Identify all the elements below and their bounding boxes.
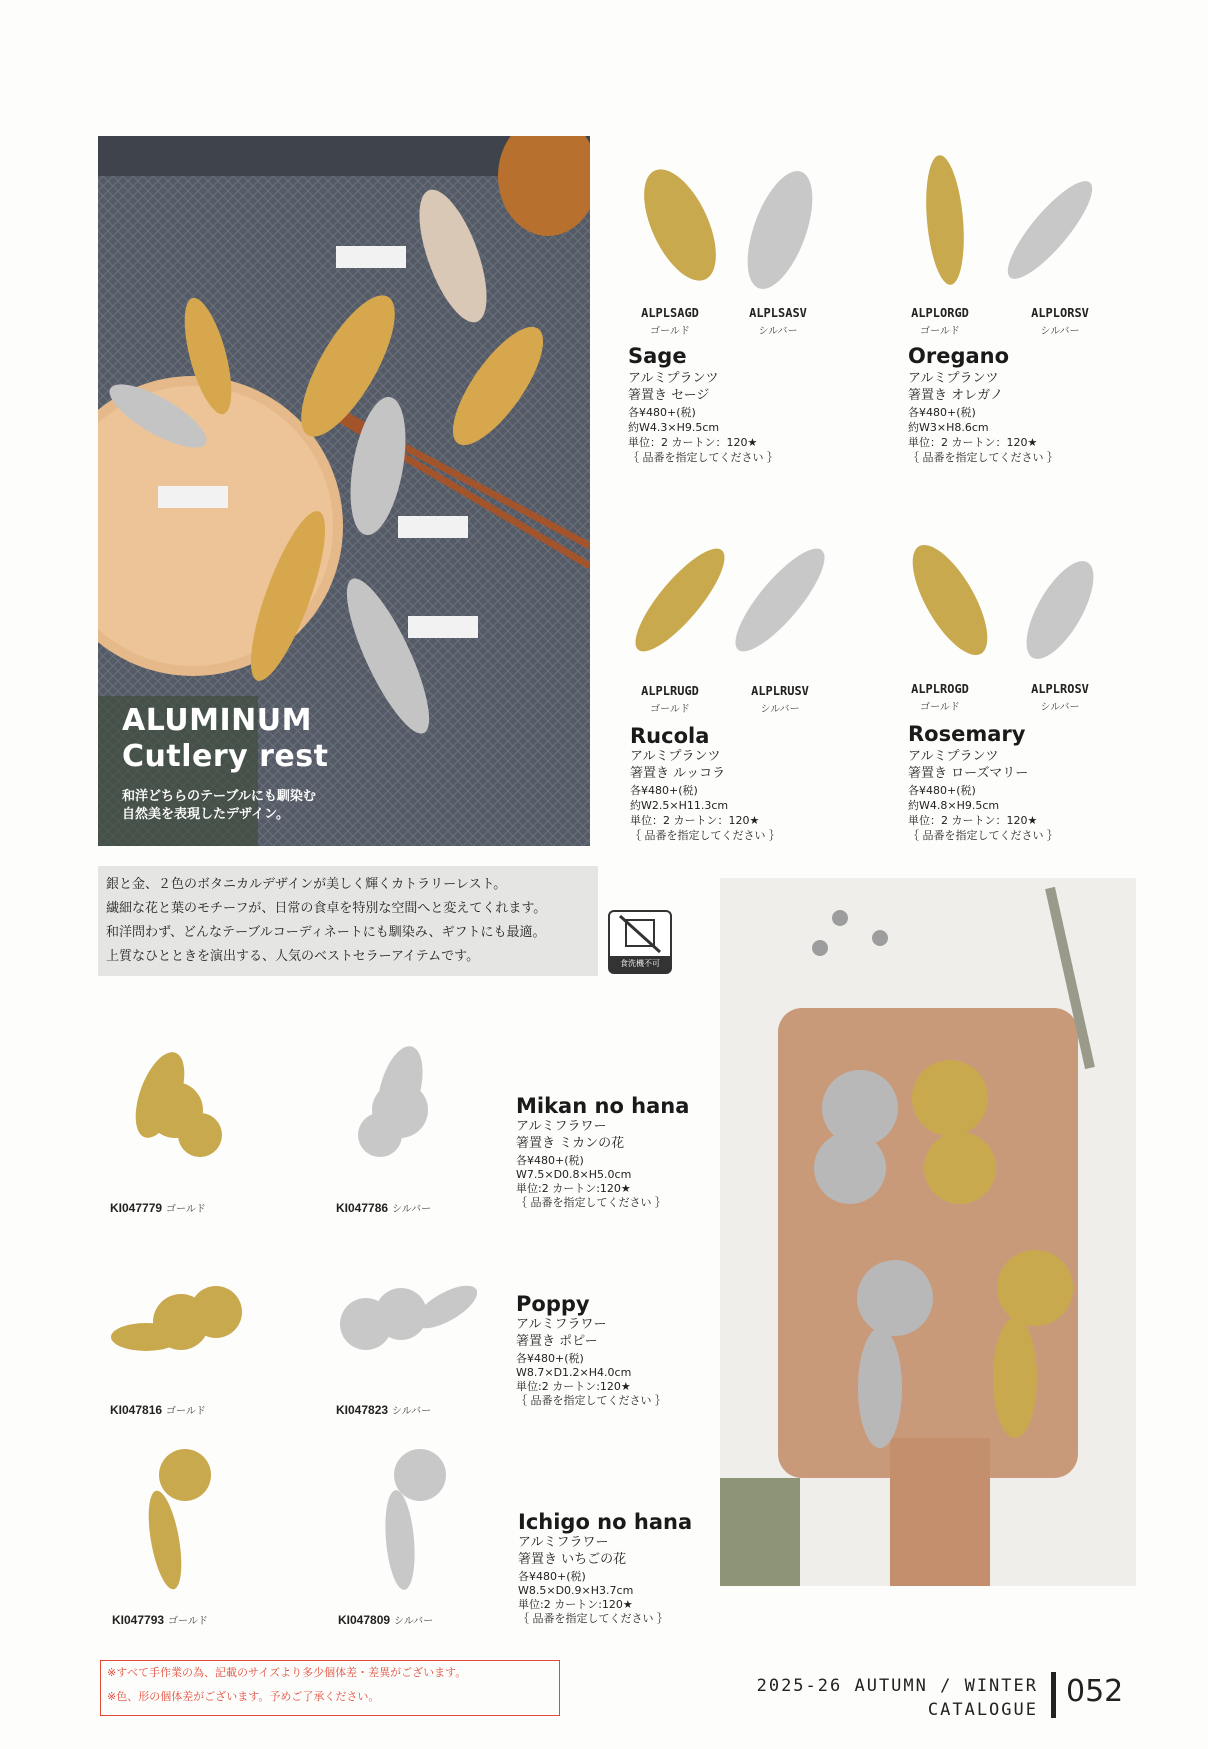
sage-line2: 箸置き セージ [628,388,710,403]
mikan-gold-code-text: KI047779 [110,1201,163,1215]
dishwasher-label: 食洗機不可 [610,956,670,972]
rosemary-silver-color: シルバー [1040,702,1080,713]
product-poppy [100,1262,710,1422]
mikan-unit: 単位:2 カートン:120★ [516,1182,631,1195]
poppy-note: ｛ 品番を指定してください ｝ [516,1394,666,1407]
mikan-silver-color: シルバー [392,1204,432,1215]
poppy-gold-code-text: KI047816 [110,1403,163,1417]
oregano-gold-color: ゴールド [920,326,960,337]
product-rosemary [890,530,1150,850]
hero-subtitle-line2: 自然美を表現したデザイン。 [122,807,290,822]
poppy-silver-code-text: KI047823 [336,1403,389,1417]
rosemary-silver-code: ALPLROSV [1031,682,1089,696]
rosemary-price: 各¥480+(税) [908,784,976,797]
hero-subtitle-line1: 和洋どちらのテーブルにも馴染む [122,789,316,804]
oregano-line2: 箸置き オレガノ [908,388,1004,403]
rosemary-line1: アルミプランツ [908,749,999,764]
description-line3: 和洋問わず、どんなテーブルコーディネートにも馴染み、ギフトにも最適。 [106,925,546,940]
poppy-size: W8.7×D1.2×H4.0cm [516,1366,632,1379]
ichigo-gold-code [112,1612,208,1627]
dishwasher-crossed-icon [610,912,670,956]
mikan-size: W7.5×D0.8×H5.0cm [516,1168,632,1181]
mikan-silver-code-text: KI047786 [336,1201,389,1215]
ichigo-gold-color: ゴールド [168,1616,208,1627]
poppy-name: Poppy [516,1292,590,1316]
ichigo-gold-code-text: KI047793 [112,1613,165,1627]
rucola-gold-code: ALPLRUGD [641,684,699,698]
poppy-price: 各¥480+(税) [516,1352,584,1365]
sage-silver-code: ALPLSASV [749,306,807,320]
ichigo-line2: 箸置き いちごの花 [518,1552,627,1567]
catalogue-label: CATALOGUE [927,1700,1038,1720]
rosemary-gold-code: ALPLROGD [911,682,969,696]
sage-gold-color: ゴールド [650,326,690,337]
poppy-silver-color: シルバー [392,1406,432,1417]
rucola-silver-code: ALPLRUSV [751,684,809,698]
catalogue-title [757,1674,1038,1722]
ichigo-unit: 単位:2 カートン:120★ [518,1598,633,1611]
rucola-price: 各¥480+(税) [630,784,698,797]
mikan-line1: アルミフラワー [516,1119,607,1134]
hero-photo [98,136,590,846]
ichigo-note: ｛ 品番を指定してください ｝ [518,1612,668,1625]
poppy-gold-color: ゴールド [166,1406,206,1417]
rucola-line1: アルミプランツ [630,749,721,764]
sage-name: Sage [628,344,687,368]
rucola-line2: 箸置き ルッコラ [630,766,726,781]
ichigo-silver-color: シルバー [394,1616,434,1627]
product-sage [620,150,880,470]
hero-title-line1: ALUMINUM [122,703,312,738]
notes-box [100,1660,560,1716]
ichigo-size: W8.5×D0.9×H3.7cm [518,1584,634,1597]
description-line2: 繊細な花と葉のモチーフが、日常の食卓を特別な空間へと変えてくれます。 [106,901,547,916]
catalogue-season: 2025-26 AUTUMN / WINTER [756,1676,1038,1696]
sage-gold-code: ALPLSAGD [641,306,699,320]
oregano-size: 約W3×H8.6cm [908,421,989,434]
rucola-unit: 単位：2 カートン：120★ [630,814,760,827]
poppy-unit: 単位:2 カートン:120★ [516,1380,631,1393]
oregano-price: 各¥480+(税) [908,406,976,419]
rosemary-line2: 箸置き ローズマリー [908,766,1029,781]
rucola-size: 約W2.5×H11.3cm [630,799,729,812]
rosemary-note: ｛ 品番を指定してください ｝ [908,829,1058,842]
mikan-gold-code [110,1200,206,1215]
rucola-gold-color: ゴールド [650,704,690,715]
rucola-product-image [630,530,830,680]
product-mikan-no-hana [100,1040,710,1220]
mikan-name: Mikan no hana [516,1094,690,1118]
hero-title-line2: Cutlery rest [122,739,329,774]
rosemary-name: Rosemary [908,722,1026,746]
mikan-product-image [120,1040,480,1200]
rosemary-unit: 単位：2 カートン：120★ [908,814,1038,827]
sage-note: ｛ 品番を指定してください ｝ [628,451,778,464]
mikan-line2: 箸置き ミカンの花 [516,1136,625,1151]
description-line1: 銀と金、２色のボタニカルデザインが美しく輝くカトラリーレスト。 [106,877,507,892]
lifestyle-photo [720,878,1136,1586]
ichigo-silver-code-text: KI047809 [338,1613,391,1627]
footer-divider [1051,1672,1056,1718]
ichigo-price: 各¥480+(税) [518,1570,586,1583]
poppy-product-image [106,1262,486,1392]
mikan-gold-color: ゴールド [166,1204,206,1215]
oregano-line1: アルミプランツ [908,371,999,386]
oregano-name: Oregano [908,344,1010,368]
sage-unit: 単位：2 カートン：120★ [628,436,758,449]
oregano-gold-code: ALPLORGD [911,306,969,320]
dishwasher-icon [608,910,672,974]
note-line1: ※すべて手作業の為、記載のサイズより多少個体差・差異がございます。 [107,1666,467,1679]
oregano-silver-code: ALPLORSV [1031,306,1089,320]
mikan-note: ｛ 品番を指定してください ｝ [516,1196,666,1209]
description-box [98,866,598,976]
sage-product-image [630,160,830,300]
ichigo-line1: アルミフラワー [518,1535,609,1550]
oregano-silver-color: シルバー [1040,326,1080,337]
sage-line1: アルミプランツ [628,371,719,386]
sage-price: 各¥480+(税) [628,406,696,419]
rucola-silver-color: シルバー [760,704,800,715]
rucola-name: Rucola [630,724,710,748]
description-line4: 上質なひとときを演出する、人気のベストセラーアイテムです。 [106,949,480,964]
sage-size: 約W4.3×H9.5cm [628,421,720,434]
sage-silver-color: シルバー [758,326,798,337]
mikan-silver-code [336,1200,431,1215]
product-ichigo-no-hana [100,1440,710,1630]
rosemary-gold-color: ゴールド [920,702,960,713]
oregano-note: ｛ 品番を指定してください ｝ [908,451,1058,464]
poppy-silver-code [336,1402,431,1417]
ichigo-name: Ichigo no hana [518,1510,693,1534]
poppy-line2: 箸置き ポピー [516,1334,598,1349]
mikan-price: 各¥480+(税) [516,1154,584,1167]
poppy-line1: アルミフラワー [516,1317,607,1332]
rosemary-product-image [900,530,1100,680]
oregano-unit: 単位：2 カートン：120★ [908,436,1038,449]
rosemary-size: 約W4.8×H9.5cm [908,799,1000,812]
ichigo-product-image [120,1440,480,1600]
oregano-product-image [900,150,1100,300]
product-oregano [890,150,1150,470]
rucola-note: ｛ 品番を指定してください ｝ [630,829,780,842]
product-rucola [620,530,880,850]
lifestyle-photo-illustration [720,878,1136,1586]
poppy-gold-code [110,1402,206,1417]
note-line2: ※色、形の個体差がございます。予めご了承ください。 [107,1690,380,1703]
ichigo-silver-code [338,1612,433,1627]
page-number: 052 [1066,1674,1124,1709]
